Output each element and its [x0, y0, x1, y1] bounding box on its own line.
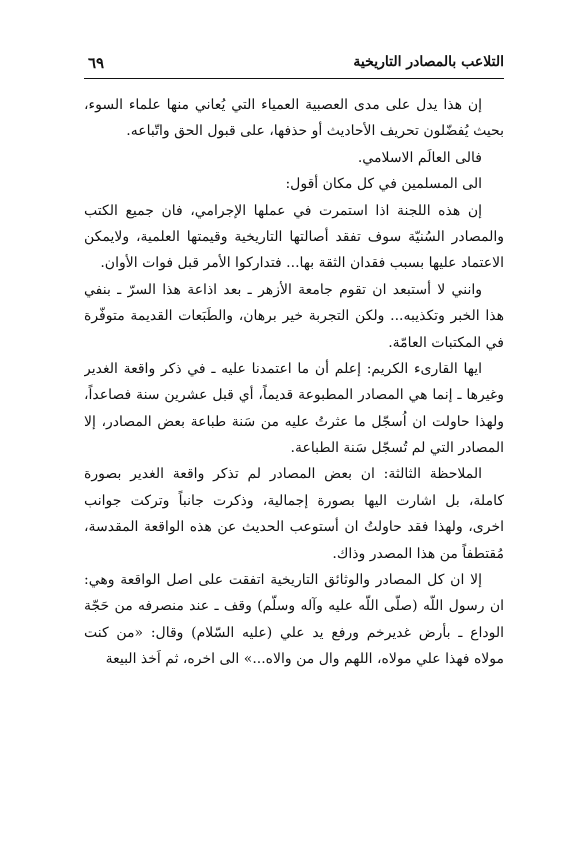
text-line: الى المسلمين في كل مكان أقول: — [285, 176, 482, 193]
text-line: إن هذا يدل على مدى العصبية العمياء التي يُعاني منها علماء السوء، — [84, 97, 482, 113]
text-line: الوداع ـ بأرض غديرخم ورفع يد علي (عليه السّلام) وقال: «من كنت — [84, 624, 504, 641]
text-line: ان رسول اللّه (صلّى اللّه عليه وآله وسلّم) وقف ـ عند منصرفه من حَجّة — [84, 598, 504, 615]
text-line: بحيث يُفضّلون تحريف الأحاديث أو حذفها، على قبول الحق واتّباعه. — [126, 123, 504, 140]
text-line: هذا الخبر وتكذيبه... ولكن التجربة خير برهان، والطَبَعات القديمة متوفّرة — [84, 308, 504, 325]
text-line: في المكتبات العامّة. — [388, 334, 504, 351]
text-line: إلا ان كل المصادر والوثائق التاريخية اتفقت على اصل الواقعة وهي: — [84, 572, 482, 589]
body-text — [84, 92, 504, 673]
text-line: المصادر التي لم تُسجّل سَنة الطباعة. — [290, 440, 504, 457]
header-title: التلاعب بالمصادر التاريخية — [353, 54, 504, 70]
text-line: الملاحظة الثالثة: ان بعض المصادر لم تذكر واقعة الغدير بصورة — [84, 466, 482, 483]
text-line: وغيرها ـ إنما هي المصادر المطبوعة قديماً، أي قبل عشرين سنة فصاعداً، — [84, 387, 504, 404]
text-line: ولهذا حاولت ان اُسجّل ما عثرتُ عليه من سَنة طباعة بعض المصادر، إلا — [84, 413, 504, 430]
page-number: ٦٩ — [88, 54, 105, 72]
text-line: وانني لا أستبعد ان تقوم جامعة الأزهر ـ بعد اذاعة هذا السرّ ـ بنفي — [84, 281, 482, 298]
text-line: كاملة، بل اشارت اليها بصورة إجمالية، وذكرت جانباً وتركت جوانب — [84, 492, 504, 509]
text-line: والمصادر السُنيّة سوف تفقد أصالتها التاريخية وقيمتها العلمية، ولايمكن — [84, 228, 504, 245]
text-line: الاعتماد عليها بسبب فقدان الثقة بها... فتداركوا الأمر قبل فوات الأوان. — [100, 255, 504, 272]
text-line: إن هذه اللجنة اذا استمرت في عملها الإجرامي، فان جميع الكتب — [84, 202, 482, 219]
text-line: ايها القارىء الكريم: إعلم أن ما اعتمدنا عليه ـ في ذكر واقعة الغدير — [84, 360, 482, 377]
text-line: اخرى، ولهذا فقد حاولتُ ان أستوعب الحديث عن هذه الواقعة المقدسة، — [84, 519, 504, 536]
text-line: مُقتطفاً من هذا المصدر وذاك. — [332, 545, 504, 562]
text-line: مولاه فهذا علي مولاه، اللهم وال من والاه...» الى اخره، ثم اَخذ البيعة — [105, 651, 504, 668]
text-line: فالى العالَم الاسلامي. — [357, 149, 482, 166]
running-header — [84, 52, 504, 79]
